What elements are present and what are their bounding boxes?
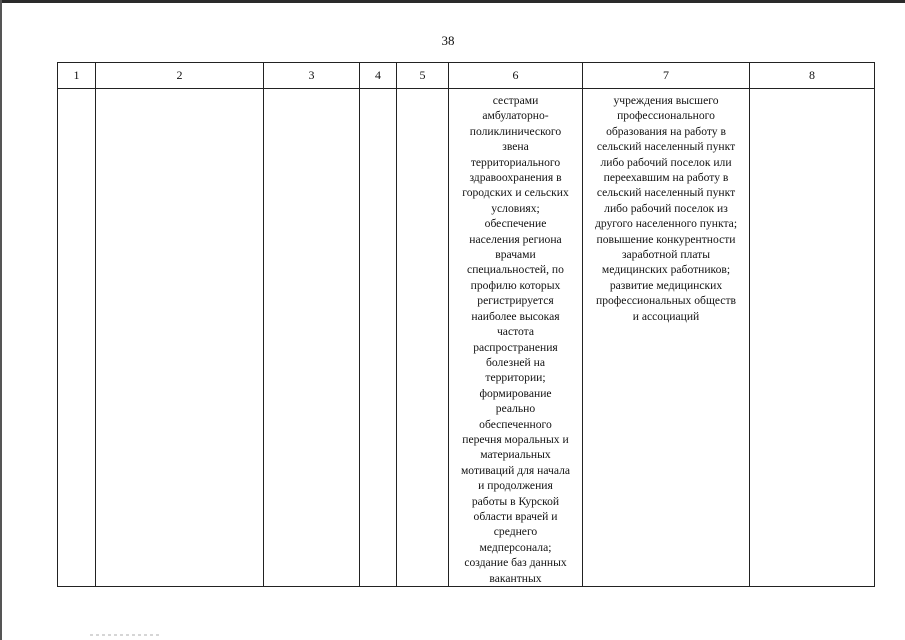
text-line: поликлинического [469, 124, 562, 138]
text-line: образования на работу в [606, 124, 726, 138]
text-line: сестрами [492, 94, 539, 107]
text-line: территориального [470, 155, 561, 169]
header-row [58, 63, 875, 89]
text-line: медперсонала; [479, 540, 552, 554]
text-line: области врачей и [473, 509, 558, 523]
cell-col-7 [583, 89, 750, 587]
text-line: профессионального [617, 109, 715, 123]
text-line: переехавшим на работу в [603, 171, 729, 185]
text-line: врачами [495, 248, 536, 262]
text-line: условиях; [491, 201, 540, 215]
text-line: медицинских работников; [601, 263, 731, 277]
text-line: профилю которых [470, 278, 561, 292]
text-line: городских и сельских [462, 186, 569, 200]
text-line: создание баз данных [464, 556, 567, 570]
text-line: звена [502, 140, 529, 154]
cell-col-8 [750, 89, 875, 587]
table-row [58, 89, 875, 587]
text-line: материальных [480, 448, 551, 462]
header-col-2: 2 [96, 63, 264, 89]
column-7-text [583, 89, 749, 324]
text-line: профессиональных обществ [596, 294, 736, 308]
text-line: здравоохранения в [469, 171, 562, 185]
scan-noise-mark [90, 634, 160, 636]
column-6-text [449, 89, 582, 586]
text-line: амбулаторно- [482, 109, 549, 123]
cell-col-6 [449, 89, 583, 587]
cell-col-4 [360, 89, 397, 587]
cell-col-3 [264, 89, 360, 587]
scan-top-edge [0, 0, 905, 3]
header-col-4: 4 [360, 63, 397, 89]
text-line: и ассоциаций [632, 309, 700, 323]
page-number: 38 [441, 33, 455, 48]
cell-col-1 [58, 89, 96, 587]
text-line: наиболее высокая [471, 309, 560, 323]
text-line: среднего [493, 525, 538, 539]
text-line: либо рабочий поселок из [604, 201, 728, 215]
text-line: регистрируется [477, 294, 554, 308]
text-line: обеспечение [484, 217, 547, 231]
header-col-3: 3 [264, 63, 360, 89]
text-line: болезней на [486, 355, 545, 369]
text-line: сельский населенный пункт [596, 186, 736, 200]
cell-col-5 [397, 89, 449, 587]
header-col-5: 5 [397, 63, 449, 89]
text-line: обеспеченного [479, 417, 552, 431]
text-line: сельский населенный пункт [596, 140, 736, 154]
text-line: территории; [485, 371, 546, 385]
text-line: другого населенного пункта; [594, 217, 738, 231]
header-col-6: 6 [449, 63, 583, 89]
scan-left-edge [0, 0, 2, 640]
text-line: формирование [479, 386, 552, 400]
text-line: мотиваций для начала [460, 463, 571, 477]
text-line: реально [495, 402, 536, 416]
cell-col-2 [96, 89, 264, 587]
text-line: заработной платы [621, 248, 711, 262]
text-line: перечня моральных и [462, 432, 569, 446]
text-line: либо рабочий поселок или [600, 155, 732, 169]
text-line: и продолжения [478, 479, 553, 493]
text-line: частота [496, 325, 535, 339]
text-line: распространения [473, 340, 558, 354]
document-table [57, 62, 875, 587]
text-line: работы в Курской [471, 494, 560, 508]
text-line: учреждения высшего [613, 94, 719, 107]
text-line: развитие медицинских [609, 278, 723, 292]
text-line: населения региона [469, 232, 562, 246]
text-line: специальностей, по [467, 263, 564, 277]
header-col-8: 8 [750, 63, 875, 89]
header-col-7: 7 [583, 63, 750, 89]
header-col-1: 1 [58, 63, 96, 89]
text-line: вакантных [489, 571, 542, 585]
text-line: повышение конкурентности [596, 232, 736, 246]
